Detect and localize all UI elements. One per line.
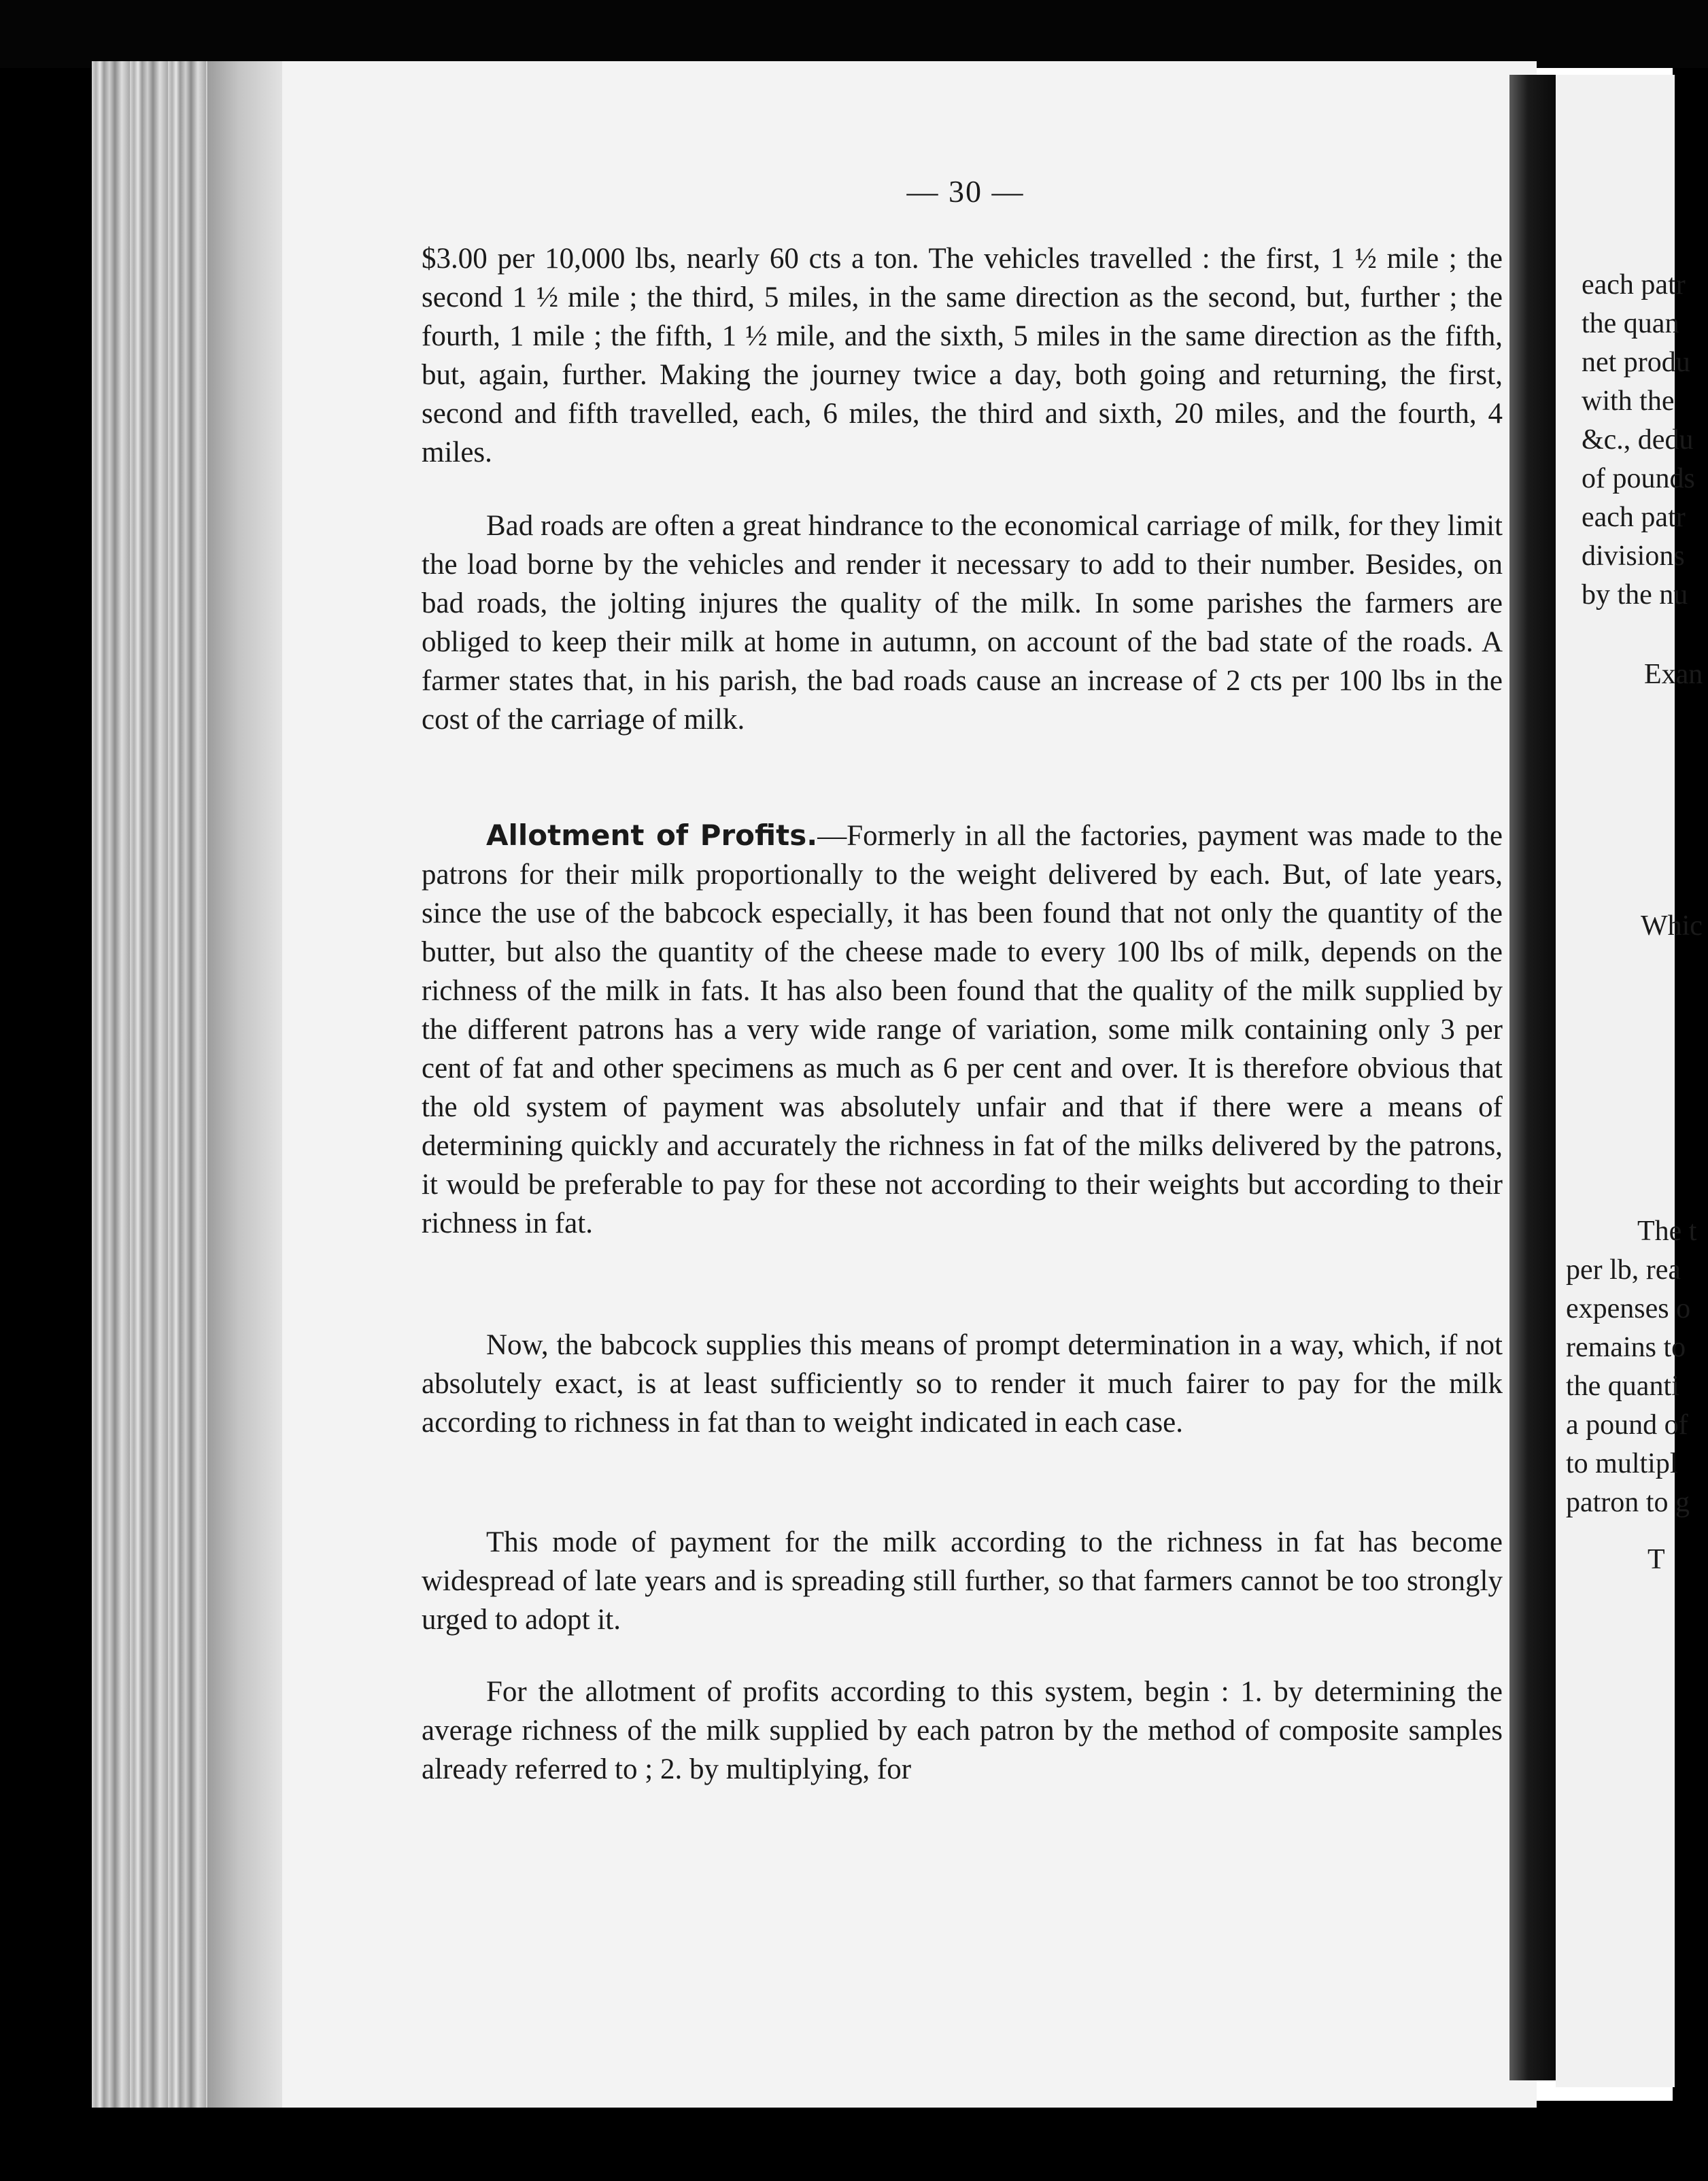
facing-page-fragment xyxy=(1556,75,1703,2087)
paragraph-text xyxy=(422,816,1503,1243)
facing-page-line: Whic xyxy=(1641,910,1703,942)
facing-page-line: of pounds xyxy=(1582,463,1695,494)
facing-page-line: the quanti xyxy=(1566,1371,1679,1402)
facing-page-line: patron to g xyxy=(1566,1487,1690,1518)
paragraph-text: Now, the babcock supplies this means of prompt determination in a way, which, if not absolutely exact, is at least sufficiently so to render it much fairer to pay for the milk according to richness in fat than to weight indicated in each case. xyxy=(422,1329,1503,1439)
section-body: —Formerly in all the factories, payment was made to the patrons for their milk proportionally to the weight delivered by each. But, of late years, since the use of the babcock especially, it has been found that not only the quantity of the butter, but also the quantity of the cheese made to every 100 lbs of milk, depends on the richness of the milk in fats. It has also been found that the quality of the milk supplied by the different patrons has a very wide range of variation, some milk containing only 3 per cent of fat and other specimens as much as 6 per cent and over. It is therefore obvious that the old system of payment was absolutely unfair and that if there were a means of determining quickly and accurately the richness in fat of the milks delivered by the patrons, it would be preferable to pay for these not according to their weights but according to their richness in fat. xyxy=(422,820,1503,1239)
paragraph-text: For the allotment of profits according to this system, begin : 1. by determining the average richness of the milk supplied by each patron by the method of composite samples already referred to ; 2. by multiplying, for xyxy=(422,1676,1503,1785)
paragraph xyxy=(422,506,1503,739)
paragraph xyxy=(422,1523,1503,1639)
facing-page-line: remains to xyxy=(1566,1332,1686,1363)
facing-page-line: each patr xyxy=(1582,502,1686,533)
facing-page-line: per lb, rea xyxy=(1566,1254,1681,1286)
facing-page-line: expenses o xyxy=(1566,1293,1691,1324)
book-gutter xyxy=(1509,75,1556,2080)
facing-page-line: Exan xyxy=(1644,659,1703,690)
paragraph-text: This mode of payment for the milk according to the richness in fat has become widespread of late years and is spreading still further, so that farmers cannot be too strongly urged to adopt it. xyxy=(422,1526,1503,1636)
facing-page-line: with the xyxy=(1582,385,1675,417)
section-heading: Allotment of Profits. xyxy=(486,819,818,852)
paragraph-text: Bad roads are often a great hindrance to the economical carriage of milk, for they limit the load borne by the vehicles and render it necessary to add to their number. Besides, on bad roads, the jolting injures the quality of the milk. In some parishes the farmers are obliged to keep their milk at home in autumn, on account of the bad state of the roads. A farmer states that, in his parish, the bad roads cause an increase of 2 cts per 100 lbs in the cost of the carriage of milk. xyxy=(422,510,1503,736)
paragraph xyxy=(422,239,1503,472)
page-number: — 30 — xyxy=(906,174,1025,209)
facing-page-line: the quan xyxy=(1582,308,1679,339)
paragraph-text: $3.00 per 10,000 lbs, nearly 60 cts a ton. The vehicles travelled : the first, 1 ½ mile ; the second 1 ½ mile ; the third, 5 miles, in the same direction as the second, but, further ; the fourth, 1 mile ; the fifth, 1 ½ mile, and the sixth, 5 miles in the same direction as the fifth, but, again, further. Making the journey twice a day, both going and returning, the first, second and fifth travelled, each, 6 miles, the third and sixth, 20 miles, and the fourth, 4 miles. xyxy=(422,243,1503,468)
facing-page-line: by the nu xyxy=(1582,579,1688,611)
facing-page-line: divisions xyxy=(1582,540,1685,572)
facing-page-line: &c., dedu xyxy=(1582,424,1694,456)
paragraph xyxy=(422,816,1503,1243)
facing-page-line: to multipl xyxy=(1566,1448,1678,1479)
book-page-edges xyxy=(92,61,286,2108)
facing-page-line: The t xyxy=(1637,1216,1697,1247)
paragraph xyxy=(422,1672,1503,1789)
facing-page-line: each patr xyxy=(1582,269,1686,300)
facing-page-line: net produ xyxy=(1582,347,1690,378)
paragraph xyxy=(422,1326,1503,1442)
facing-page-line: a pound of xyxy=(1566,1409,1688,1441)
facing-page-line: T xyxy=(1647,1544,1665,1575)
